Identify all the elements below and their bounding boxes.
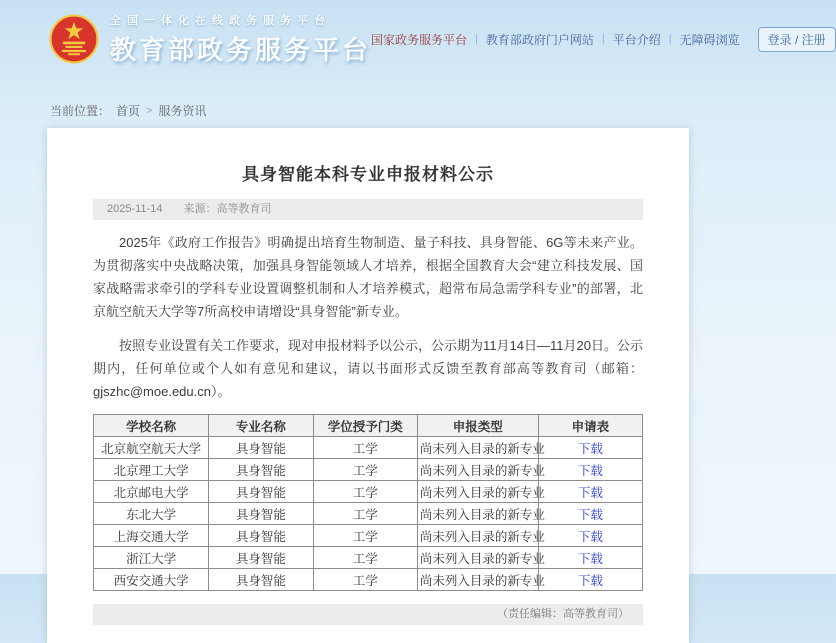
table-row bbox=[94, 525, 643, 547]
table-cell-degree: 工学 bbox=[313, 481, 417, 503]
table-cell-download bbox=[538, 437, 642, 459]
table-cell-school: 北京理工大学 bbox=[94, 459, 209, 481]
login-register-button[interactable]: 登录 / 注册 bbox=[758, 27, 836, 52]
table-cell-download bbox=[538, 481, 642, 503]
table-cell-type: 尚未列入目录的新专业 bbox=[417, 437, 538, 459]
nav-link-platform-intro[interactable]: 平台介绍 bbox=[612, 32, 661, 47]
table-cell-major: 具身智能 bbox=[209, 459, 313, 481]
article-card bbox=[47, 128, 689, 643]
download-link[interactable]: 下载 bbox=[577, 529, 603, 544]
download-link[interactable]: 下载 bbox=[577, 551, 603, 566]
table-cell-type: 尚未列入目录的新专业 bbox=[417, 547, 538, 569]
col-header-type: 申报类型 bbox=[417, 415, 538, 437]
brand-text bbox=[110, 12, 371, 67]
col-header-major: 专业名称 bbox=[209, 415, 313, 437]
table-cell-degree: 工学 bbox=[313, 569, 417, 591]
editor-note: （责任编辑：高等教育司） bbox=[93, 604, 643, 625]
article-source: 来源：高等教育司 bbox=[183, 203, 272, 215]
col-header-degree: 学位授予门类 bbox=[313, 415, 417, 437]
breadcrumb-separator-icon: > bbox=[146, 104, 153, 117]
nav-separator: | bbox=[475, 33, 478, 45]
nav-link-national-platform[interactable]: 国家政务服务平台 bbox=[371, 32, 468, 47]
table-cell-major: 具身智能 bbox=[209, 547, 313, 569]
table-header-row bbox=[94, 415, 643, 437]
article-body bbox=[93, 231, 643, 403]
article-paragraph-2: 按照专业设置有关工作要求，现对申报材料予以公示，公示期为11月14日—11月20日。公示期内，任何单位或个人如有意见和建议，请以书面形式反馈至教育部高等教育司（邮箱：gjszhc@moe.edu.cn）。 bbox=[93, 338, 643, 399]
table-cell-download bbox=[538, 525, 642, 547]
download-link[interactable]: 下载 bbox=[577, 485, 603, 500]
table-cell-school: 西安交通大学 bbox=[94, 569, 209, 591]
table-cell-download bbox=[538, 569, 642, 591]
application-table-body bbox=[94, 437, 643, 591]
article-title: 具身智能本科专业申报材料公示 bbox=[242, 165, 494, 184]
table-cell-degree: 工学 bbox=[313, 547, 417, 569]
platform-title: 教育部政务服务平台 bbox=[110, 34, 372, 65]
table-cell-school: 浙江大学 bbox=[94, 547, 209, 569]
table-cell-type: 尚未列入目录的新专业 bbox=[417, 503, 538, 525]
nav-separator: | bbox=[668, 33, 672, 45]
download-link[interactable]: 下载 bbox=[577, 507, 603, 522]
top-nav bbox=[371, 27, 836, 52]
table-cell-type: 尚未列入目录的新专业 bbox=[417, 459, 538, 481]
col-header-download: 申请表 bbox=[538, 415, 642, 437]
table-cell-major: 具身智能 bbox=[209, 437, 313, 459]
table-cell-type: 尚未列入目录的新专业 bbox=[417, 481, 538, 503]
table-row bbox=[94, 481, 643, 503]
article-meta-bar bbox=[93, 199, 643, 220]
table-cell-school: 北京航空航天大学 bbox=[94, 437, 209, 459]
application-table bbox=[93, 414, 643, 591]
platform-small-title: 全国一体化在线政务服务平台 bbox=[110, 14, 331, 27]
table-cell-download bbox=[538, 503, 642, 525]
table-cell-type: 尚未列入目录的新专业 bbox=[417, 569, 538, 591]
table-cell-school: 北京邮电大学 bbox=[94, 481, 209, 503]
table-cell-major: 具身智能 bbox=[209, 481, 313, 503]
table-row bbox=[94, 547, 643, 569]
table-cell-major: 具身智能 bbox=[209, 569, 313, 591]
article-paragraph-1: 2025年《政府工作报告》明确提出培育生物制造、量子科技、具身智能、6G等未来产业。为贯彻落实中央战略决策，加强具身智能领域人才培养，根据全国教育大会“建立科技发展、国家战略需求牵引的学科专业设置调整机制和人才培养模式，超常布局急需学科专业”的部署，北京航空航天大学等7所高校申请增设“具身智能”新专业。 bbox=[93, 235, 643, 319]
site-header bbox=[0, 0, 826, 76]
table-cell-school: 东北大学 bbox=[94, 503, 209, 525]
table-row bbox=[94, 569, 643, 591]
table-cell-download bbox=[538, 459, 642, 481]
table-cell-major: 具身智能 bbox=[209, 503, 313, 525]
nav-link-moe-portal[interactable]: 教育部政府门户网站 bbox=[485, 32, 594, 47]
table-cell-degree: 工学 bbox=[313, 437, 417, 459]
table-cell-major: 具身智能 bbox=[209, 525, 313, 547]
table-row bbox=[94, 459, 643, 481]
breadcrumb bbox=[50, 102, 737, 119]
national-emblem-icon bbox=[48, 13, 100, 65]
col-header-school: 学校名称 bbox=[94, 415, 209, 437]
table-cell-degree: 工学 bbox=[313, 525, 417, 547]
table-row bbox=[94, 437, 643, 459]
table-cell-school: 上海交通大学 bbox=[94, 525, 209, 547]
breadcrumb-prefix: 当前位置： bbox=[50, 104, 111, 118]
table-cell-type: 尚未列入目录的新专业 bbox=[417, 525, 538, 547]
breadcrumb-home-link[interactable]: 首页 bbox=[116, 104, 141, 118]
site-brand bbox=[48, 12, 371, 67]
table-cell-degree: 工学 bbox=[313, 459, 417, 481]
download-link[interactable]: 下载 bbox=[577, 573, 603, 588]
download-link[interactable]: 下载 bbox=[577, 441, 603, 456]
nav-separator: | bbox=[601, 33, 605, 45]
table-cell-download bbox=[538, 547, 642, 569]
table-cell-degree: 工学 bbox=[313, 503, 417, 525]
download-link[interactable]: 下载 bbox=[577, 463, 603, 478]
article-date: 2025-11-14 bbox=[107, 203, 163, 215]
breadcrumb-current: 服务资讯 bbox=[158, 104, 207, 118]
table-row bbox=[94, 503, 643, 525]
nav-link-accessibility[interactable]: 无障碍浏览 bbox=[679, 32, 740, 47]
